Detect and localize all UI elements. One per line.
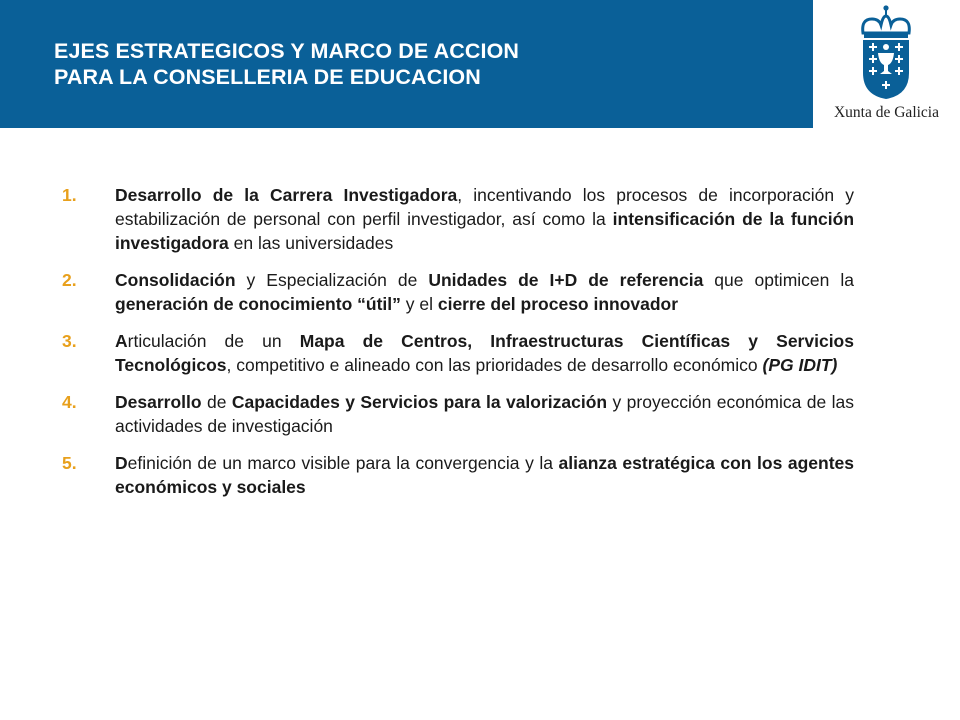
item-text-segment: intensificación de la función investigadora (115, 209, 855, 253)
coat-of-arms-icon (853, 3, 919, 101)
item-text-segment: D (115, 453, 128, 473)
item-text-segment: A (115, 331, 128, 351)
item-text-segment: que optimicen la (703, 270, 854, 290)
xunta-logo (813, 0, 960, 128)
item-number: 4. (62, 392, 77, 412)
item-text-segment: de (201, 392, 232, 412)
item-number: 2. (62, 270, 77, 290)
item-text-segment: y Especialización de (235, 270, 429, 290)
item-text-segment: , incentivando los procesos de incorporación y estabilización de personal con perfil investigador, así como la (115, 185, 854, 229)
list-item (62, 268, 854, 316)
list-item (62, 390, 854, 438)
list-item (62, 451, 854, 499)
item-text-segment: y el (400, 294, 438, 314)
item-text-segment: efinición de un marco visible para la convergencia y la (127, 453, 559, 473)
item-text-segment: Desarrollo de la Carrera Investigadora (115, 185, 458, 205)
item-text-segment: generación de conocimiento “útil” (115, 294, 401, 314)
item-text-segment: Desarrollo (115, 392, 202, 412)
title-line-2: PARA LA CONSELLERIA DE EDUCACION (54, 65, 481, 89)
item-text-segment: cierre del proceso innovador (437, 294, 679, 314)
item-text-segment: , competitivo e alineado con las prioridades de desarrollo económico (226, 355, 763, 375)
list-item (62, 183, 854, 255)
item-number: 1. (62, 185, 77, 205)
item-text-segment: (PG IDIT) (762, 355, 838, 375)
strategic-axes-list (62, 183, 854, 512)
logo-text: Xunta de Galicia (833, 104, 939, 121)
item-text-segment: y proyección económica de las actividades de investigación (115, 392, 854, 436)
item-text-segment: en las universidades (228, 233, 394, 253)
item-text-segment: Unidades de I+D de referencia (428, 270, 704, 290)
list-item (62, 329, 854, 377)
title-line-1: EJES ESTRATEGICOS Y MARCO DE ACCION (54, 39, 520, 63)
item-text-segment: Mapa de Centros, Infraestructuras Científicas y Servicios Tecnológicos (115, 331, 854, 375)
item-text-segment: Consolidación (115, 270, 236, 290)
item-text-segment: alianza estratégica con los agentes económicos y sociales (115, 453, 854, 497)
page-title (54, 38, 519, 90)
header-banner (0, 0, 813, 128)
item-text-segment: rticulación de un (127, 331, 300, 351)
item-number: 5. (62, 453, 77, 473)
item-number: 3. (62, 331, 77, 351)
item-text-segment: Capacidades y Servicios para la valorización (231, 392, 608, 412)
